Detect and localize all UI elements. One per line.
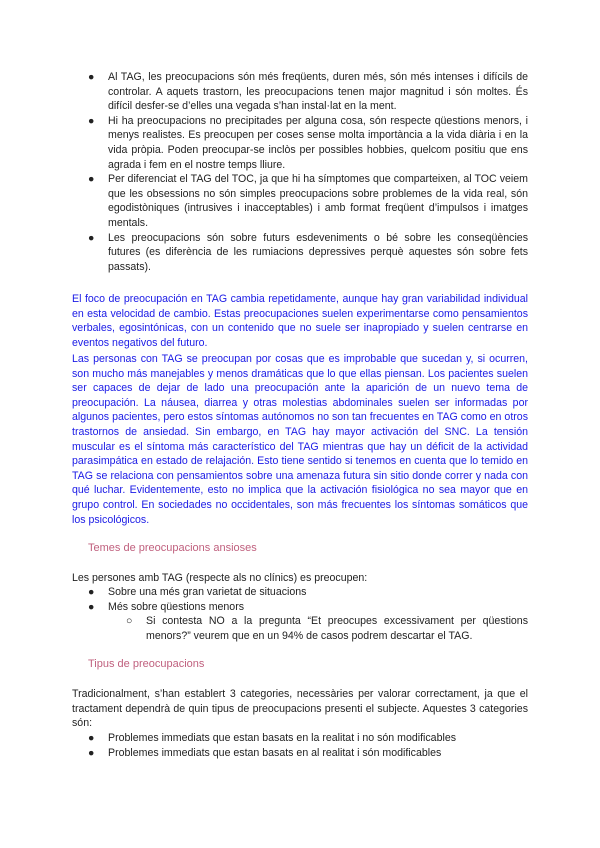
list-item: ● Sobre una més gran varietat de situacions xyxy=(88,586,307,598)
section-heading-temes: Temes de preocupacions ansioses xyxy=(88,542,257,554)
bullet-icon: ● xyxy=(88,71,95,83)
top-bullet-list xyxy=(88,70,528,274)
section2-intro: Tradicionalment, s’han establert 3 categories, necessàries per valorar correctament, ja que el tractament dependrà de quin tipus de preocupacions presenti el subjecte. Aquestes 3 categories són: xyxy=(72,688,528,730)
section-heading-tipus: Tipus de preocupacions xyxy=(88,658,205,670)
list-item: ● Per diferenciat el TAG del TOC, ja que hi ha símptomes que comparteixen, al TOC veiem que les obsessions no són simples preocupacions sobre problemes de la vida real, són egodistòniques (intrusives i inacceptables) i amb format freqüent d’impulsos i imatges mentals. xyxy=(88,173,528,229)
section1-sub-list xyxy=(126,614,528,643)
list-item: ● Més sobre qüestions menors xyxy=(88,600,245,613)
bullet-icon: ● xyxy=(88,732,95,744)
circle-bullet-icon: ○ xyxy=(126,615,133,627)
bullet-icon: ● xyxy=(88,746,95,759)
list-item: ● Problemes immediats que estan basats en al realitat i són modificables xyxy=(88,746,442,759)
list-item: ● Les preocupacions són sobre futurs esdeveniments o bé sobre les conseqüències futures (es diferència de les rumiacions depressives perquè aquestes són sobre fets passats). xyxy=(88,231,528,273)
blue-paragraph-focus: El foco de preocupación en TAG cambia repetidamente, aunque hay gran variabilidad individual en esta velocidad de cambio. Estas preocupaciones suelen experimentarse como pensamientos verbales, egosintónicas, con un contenido que no suele ser inapropiado y suelen centrarse en eventos negativos del futuro. xyxy=(72,293,528,349)
bullet-icon: ● xyxy=(88,600,95,613)
list-item: ● Al TAG, les preocupacions són més freqüents, duren més, són més intenses i difícils de controlar. A aquets trastorn, les preocupacions tenen major magnitud i són moltes. És difícil desfer-se d’elles una vegada s’han instal·lat en la ment. xyxy=(88,71,528,113)
section1-intro: Les persones amb TAG (respecte als no clínics) es preocupen: xyxy=(72,572,368,584)
bullet-icon: ● xyxy=(88,173,95,186)
bullet-icon: ● xyxy=(88,586,95,598)
bullet-icon: ● xyxy=(88,231,95,244)
blue-paragraph-symptoms: Las personas con TAG se preocupan por cosas que es improbable que sucedan y, si ocurren, son mucho más manejables y menos dramáticas que lo que ellas piensan. Los pacientes suelen ser capaces de dejar de lado una preocupación ante la aparición de un nuevo tema de preocupación. La náusea, diarrea y otras molestias abdominales suelen ser informadas por algunos pacientes, pero estos síntomas autónomos no son tan frecuentes en TAG como en otros trastornos de ansiedad. Sin embargo, en TAG hay mayor activación del SNC. La tensión muscular es el síntoma más característico del TAG mientras que hay un déficit de la actividad parasimpática en estado de relajación. Esto tiene sentido si tenemos en cuenta que lo temido en TAG se relaciona con pensamientos sobre una amenaza futura sin sitio donde correr y nada con qué luchar. Evidentemente, esto no implica que la activación fisiológica no sea mayor que en grupo control. En sociedades no occidentales, son más frecuentes los síntomas somáticos que los psicológicos. xyxy=(72,353,528,526)
section1-bullet-list xyxy=(88,585,528,614)
list-item: ● Hi ha preocupacions no precipitades per alguna cosa, són respecte qüestions menors, i menys realistes. Es preocupen per coses sense molta importància a la vida diària i en la vida pròpia. Poden preocupar-se inclòs per possibles hobbies, quelcom positiu que ens agrada i fem en el nostre temps lliure. xyxy=(88,114,528,171)
section2-bullet-list xyxy=(88,731,528,760)
bullet-icon: ● xyxy=(88,114,95,127)
list-item: ○ Si contesta NO a la pregunta “Et preocupes excessivament per qüestions menors?” veurem que en un 94% de casos podrem descartar el TAG. xyxy=(126,615,528,642)
list-item: ● Problemes immediats que estan basats en la realitat i no són modificables xyxy=(88,732,457,744)
